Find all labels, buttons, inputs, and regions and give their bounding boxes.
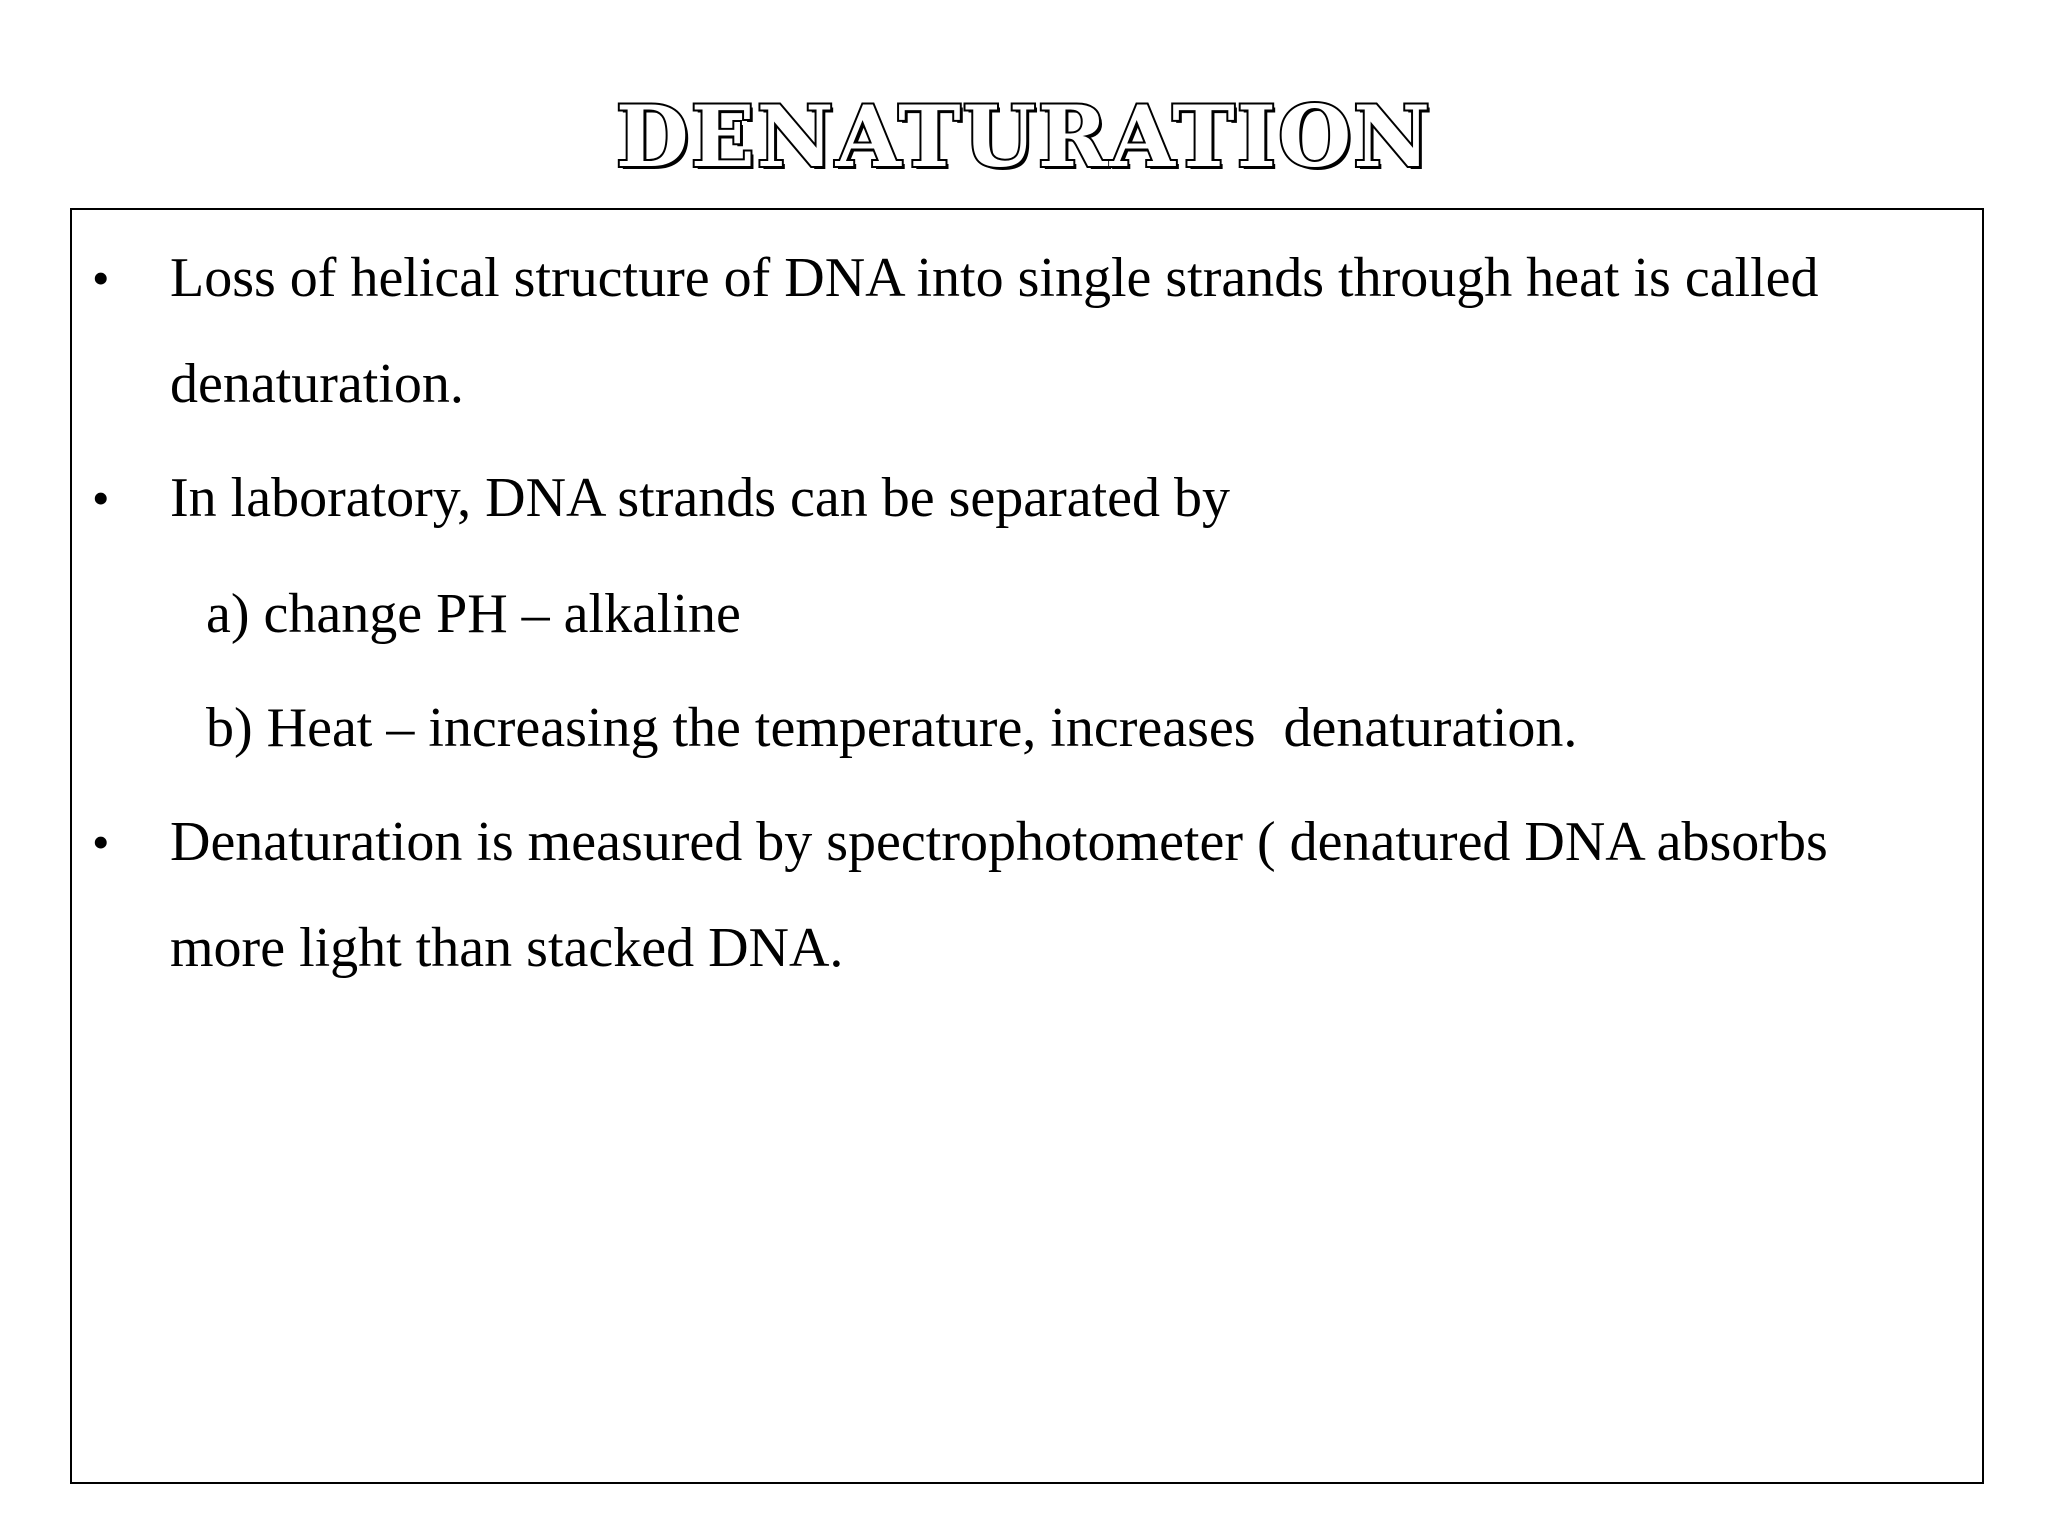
- slide-title: DENATURATION: [615, 87, 1433, 186]
- bullet-marker: •: [92, 814, 110, 870]
- bullet-3-line-2: more light than stacked DNA.: [170, 917, 844, 979]
- content-box: [70, 208, 1984, 1484]
- bullet-3-line-1: Denaturation is measured by spectrophotometer ( denatured DNA absorbs: [170, 811, 1828, 873]
- bullet-1-line-2: denaturation.: [170, 353, 464, 415]
- sub-item-b: b) Heat – increasing the temperature, increases denaturation.: [206, 697, 1578, 759]
- sub-item-a: a) change PH – alkaline: [206, 583, 741, 645]
- bullet-marker: •: [92, 250, 110, 306]
- bullet-marker: •: [92, 470, 110, 526]
- bullet-2-line-1: In laboratory, DNA strands can be separated by: [170, 467, 1231, 529]
- bullet-1-line-1: Loss of helical structure of DNA into single strands through heat is called: [170, 247, 1819, 309]
